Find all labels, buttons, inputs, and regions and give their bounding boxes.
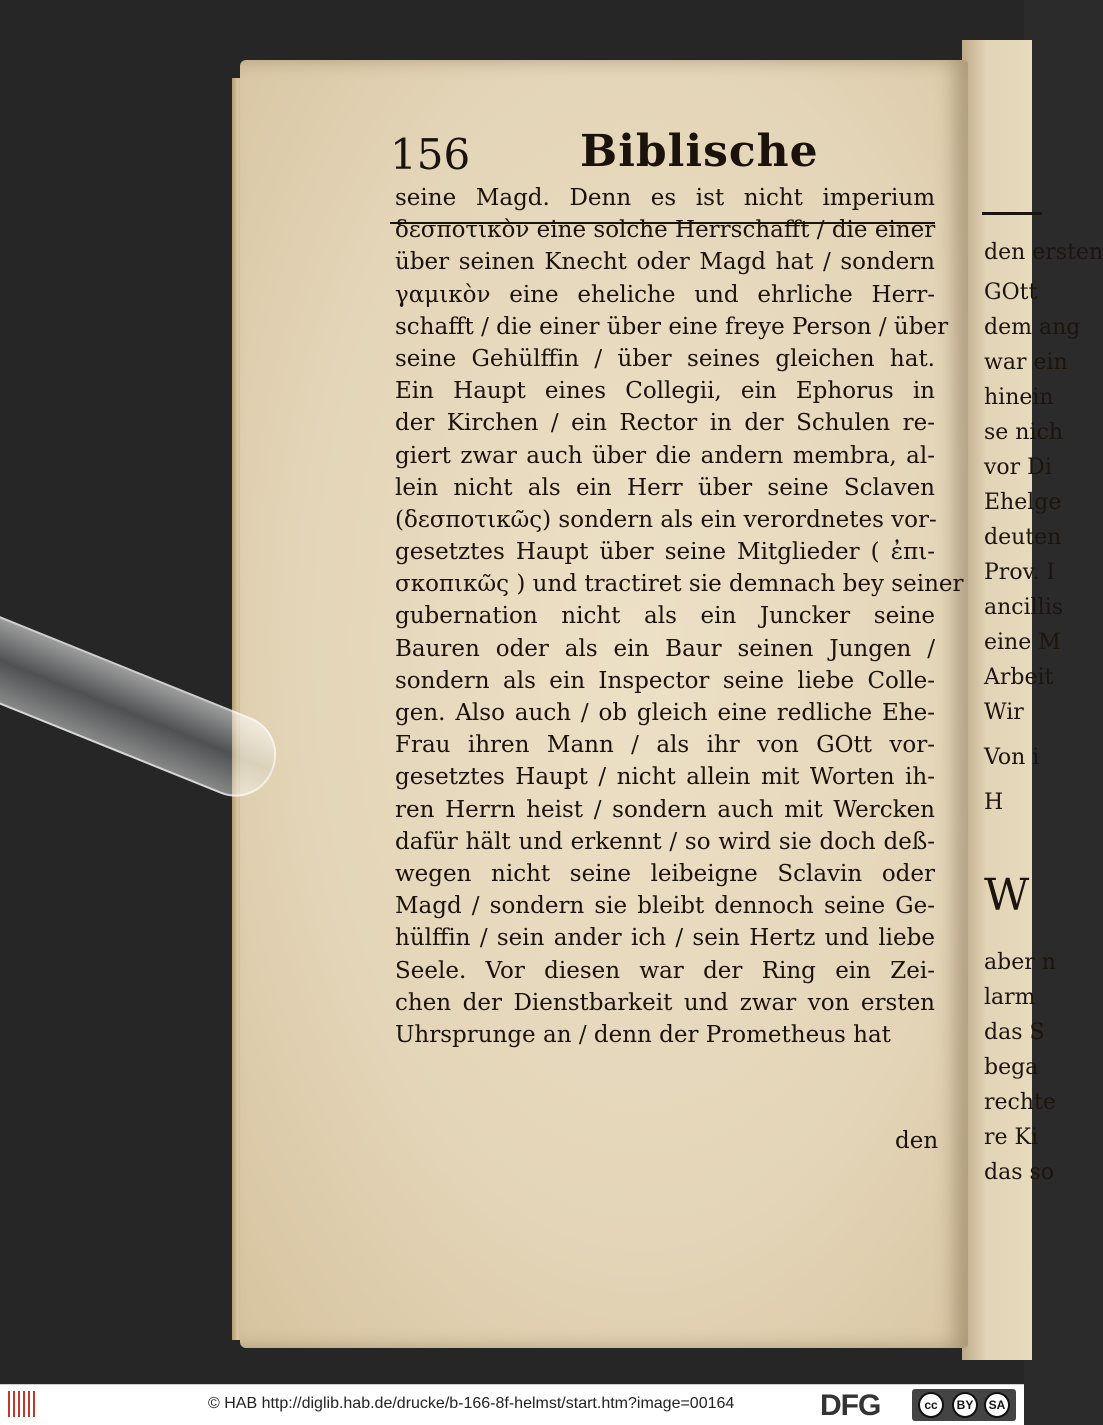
facing-page-fragment: H — [984, 790, 1004, 815]
text-line: seine Gehülffin / über seines gleichen hat. — [395, 345, 935, 372]
by-icon: BY — [952, 1392, 978, 1418]
text-line: gesetztes Haupt / nicht allein mit Worten ih- — [395, 764, 935, 791]
footer-bar — [0, 1384, 1024, 1425]
text-line: dafür hält und erkennt / so wird sie doch deß- — [395, 828, 935, 855]
text-block — [395, 182, 964, 1051]
facing-page-fragment: hinein — [984, 385, 1054, 410]
facing-page-rule — [982, 212, 1042, 215]
facing-page-fragment: ancillis — [984, 595, 1064, 620]
facing-page-fragment: Prov. I — [984, 560, 1056, 585]
facing-page-fragment: Ehelge — [984, 490, 1062, 515]
facing-page-fragment: Arbeit — [984, 665, 1054, 690]
dfg-logo: DFG — [820, 1389, 881, 1422]
text-line: sondern als ein Inspector seine liebe Colle- — [395, 667, 935, 694]
text-line: Frau ihren Mann / als ihr von GOtt vor- — [395, 732, 935, 759]
facing-page — [962, 40, 1103, 1360]
text-line: hülffin / sein ander ich / sein Hertz und liebe — [395, 925, 935, 952]
text-line: über seinen Knecht oder Magd hat / sondern — [395, 249, 935, 276]
text-line: seine Magd. Denn es ist nicht imperium — [395, 185, 935, 211]
facing-page-fragment: den ersten — [984, 240, 1103, 265]
facing-page-fragment: GOtt — [984, 280, 1038, 305]
text-line: lein nicht als ein Herr über seine Sclaven — [395, 474, 935, 501]
text-line: (δεσποτικῶς) sondern als ein verordnetes vor- — [395, 506, 937, 533]
page-number: 156 — [390, 130, 471, 179]
facing-page-fragment: larm — [984, 985, 1036, 1010]
text-line: δεσποτικὸν eine solche Herrschafft / die einer — [395, 217, 936, 244]
text-line: gen. Also auch / ob gleich eine redliche Ehe- — [395, 700, 935, 726]
book-page — [240, 60, 968, 1348]
facing-page-fragment: deuten — [984, 525, 1062, 550]
facing-page-fragment: Wir — [984, 700, 1024, 725]
text-line: Bauren oder als ein Baur seinen Jungen / — [395, 635, 935, 662]
library-barcode-icon — [8, 1391, 38, 1417]
facing-page-fragment: aber n — [984, 950, 1056, 975]
facing-page-fragment: das S — [984, 1020, 1045, 1045]
catchword: den — [895, 1128, 939, 1154]
text-line: Ein Haupt eines Collegii, ein Ephorus in — [395, 378, 935, 405]
text-line: Uhrsprunge an / denn der Prometheus hat — [395, 1021, 891, 1048]
text-line: Seele. Vor diesen war der Ring ein Zei- — [395, 957, 935, 984]
cc-icon: cc — [918, 1392, 944, 1418]
facing-page-fragment: dem ang — [984, 315, 1081, 340]
facing-page-fragment: war ein — [984, 350, 1068, 375]
text-line: der Kirchen / ein Rector in der Schulen re- — [395, 410, 935, 437]
facing-page-fragment: re Ki — [984, 1125, 1039, 1150]
text-line: σκοπικῶς ) und tractiret sie demnach bey seiner — [395, 571, 964, 598]
credit-link[interactable]: © HAB http://diglib.hab.de/drucke/b-166-8f-helmst/start.htm?image=00164 — [208, 1395, 735, 1412]
facing-page-fragment: rechte — [984, 1090, 1056, 1115]
facing-page-fragment: vor Di — [984, 455, 1052, 480]
facing-page-fragment: bega — [984, 1055, 1039, 1080]
text-line: γαμικὸν eine eheliche und ehrliche Herr- — [395, 281, 935, 308]
sa-icon: SA — [984, 1392, 1010, 1418]
facing-page-fragment: Von i — [984, 745, 1040, 770]
text-line: gubernation nicht als ein Juncker seine — [395, 603, 935, 630]
facing-page-fragment: W — [984, 870, 1030, 921]
text-line: gesetztes Haupt über seine Mitglieder ( ἐπι- — [395, 539, 935, 566]
text-line: Magd / sondern sie bleibt dennoch seine Ge- — [395, 893, 935, 920]
running-head: Biblische — [580, 126, 819, 177]
text-line: chen der Dienstbarkeit und zwar von ersten — [395, 989, 935, 1016]
text-line: wegen nicht seine leibeigne Sclavin oder — [395, 860, 935, 887]
facing-page-fragment: das so — [984, 1160, 1055, 1185]
text-line: ren Herrn heist / sondern auch mit Wercken — [395, 796, 935, 823]
text-line: schafft / die einer über eine freye Person / über — [395, 313, 949, 340]
facing-page-fragment: eine M — [984, 630, 1061, 655]
cc-license-badge[interactable] — [912, 1389, 1016, 1421]
facing-page-fragment: se nich — [984, 420, 1063, 445]
text-line: giert zwar auch über die andern membra, al- — [395, 442, 935, 469]
